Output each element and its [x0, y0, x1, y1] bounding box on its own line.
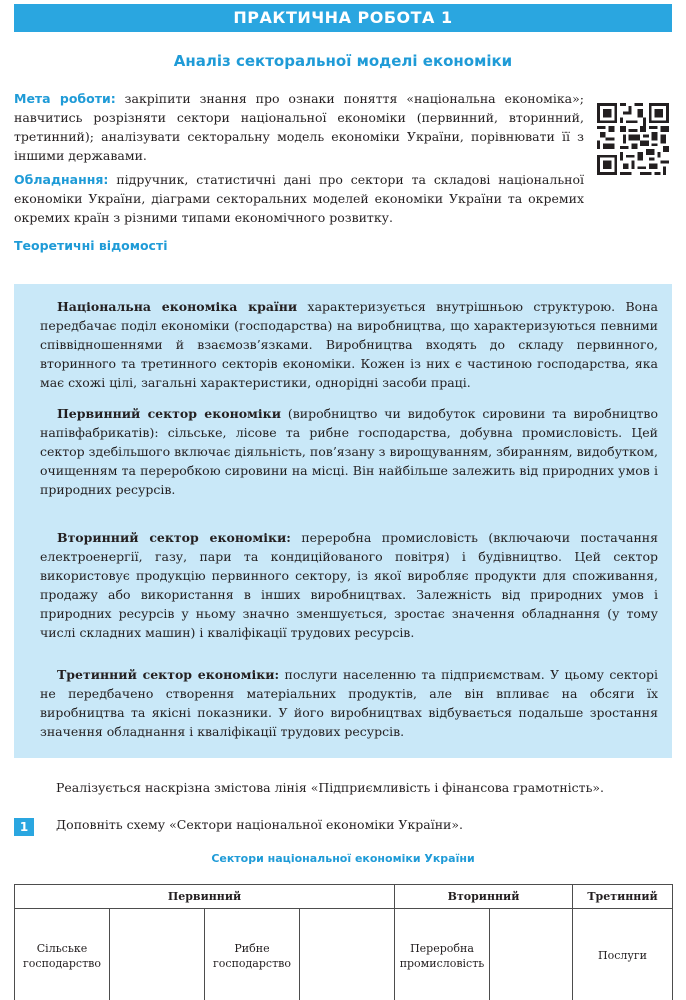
goal-paragraph: [14, 89, 584, 165]
theory-text: переробна промисловість (включаючи постачання електроенергії, газу, пари та кондиційованого повітря) і будівництво. Цей сектор використовує продукцію первинного сектору, із якої виробляє продукти для споживання, продажу або використання в інших виробництвах. Залежність від природних умов і природних ресурсів у ньому значно зменшується, зростає значення обладнання (у тому числі складних машин) і кваліфікації трудових ресурсів.: [40, 530, 658, 640]
goal-text: закріпити знання про ознаки поняття «національна економіка»; навчитись розрізняти сектори національної економіки (первинний, вторинний, третинний); аналізувати секторальну модель економіки України, порівнювати її з іншими державами.: [14, 91, 584, 163]
term-primary-sector: Первинний сектор економіки: [57, 406, 281, 421]
cell-manufacturing: Переробна промисловість: [395, 909, 490, 1000]
theory-heading: Теоретичні відомості: [14, 238, 168, 253]
cell-agriculture: Сільське господарство: [15, 909, 110, 1000]
theory-paragraph-tertiary-sector: [40, 665, 658, 741]
goal-label: Мета роботи:: [14, 91, 116, 106]
header-secondary-sector: Вторинний: [395, 885, 573, 909]
cell-fishing: Рибне господарство: [205, 909, 300, 1000]
theory-paragraph-secondary-sector: [40, 528, 658, 642]
blank-cell-secondary[interactable]: [490, 909, 573, 1000]
theory-paragraph-national-economy: [40, 297, 658, 392]
sectors-schema-table: [14, 884, 673, 1000]
theory-text: (виробництво чи видобуток сировини та виробництво напівфабрикатів): сільське, лісове та рибне господарства, добувна промисловість. Цей сектор здебільшого включає діяльність, пов’язану з вирощуванням, збиранням, видобутком, очищенням та переробкою сировини на місці. Він найбільше залежить від природних умов і природних ресурсів.: [40, 406, 658, 497]
term-national-economy: Національна економіка країни: [57, 299, 298, 314]
page-title: Аналіз секторальної моделі економіки: [173, 52, 513, 70]
term-secondary-sector: Вторинний сектор економіки:: [57, 530, 291, 545]
task-instruction: Доповніть схему «Сектори національної економіки України».: [56, 817, 463, 832]
blank-cell-primary-1[interactable]: [110, 909, 205, 1000]
qr-code-icon[interactable]: [597, 103, 669, 175]
theory-text: характеризується внутрішньою структурою. Вона передбачає поділ економіки (господарства) на виробництва, що характеризуються певними співвідношеннями й взаємозв’язками. Виробництва входять до складу первинного, вторинного та третинного секторів економіки. Кожен із них є частиною господарства, яка має схожі цілі, загальні характеристики, однорідні засоби праці.: [40, 299, 658, 390]
task-number-badge: 1: [14, 818, 34, 836]
theory-text: послуги населенню та підприємствам. У цьому секторі не передбачено створення матеріальних продуктів, але він впливає на обсяги їх виробництва та якісні показники. У його виробництвах відбувається подальше зростання значення обладнання і кваліфікації трудових ресурсів.: [40, 667, 658, 739]
cell-services: Послуги: [573, 909, 673, 1000]
blank-cell-primary-2[interactable]: [300, 909, 395, 1000]
theory-paragraph-primary-sector: [40, 404, 658, 499]
equipment-label: Обладнання:: [14, 172, 109, 187]
header-tertiary-sector: Третинний: [573, 885, 673, 909]
schema-title: Сектори національної економіки України: [211, 852, 475, 865]
term-tertiary-sector: Третинний сектор економіки:: [57, 667, 280, 682]
practical-work-banner: ПРАКТИЧНА РОБОТА 1: [14, 4, 672, 32]
cross-cutting-line-note: Реалізується наскрізна змістова лінія «Підприємливість і фінансова грамотність».: [56, 780, 605, 795]
equipment-text: підручник, статистичні дані про сектори та складові національної економіки України, діаграми секторальних моделей економіки України та окремих окремих країн з різними типами економічного розвитку.: [14, 172, 584, 225]
header-primary-sector: Первинний: [15, 885, 395, 909]
equipment-paragraph: [14, 170, 584, 227]
